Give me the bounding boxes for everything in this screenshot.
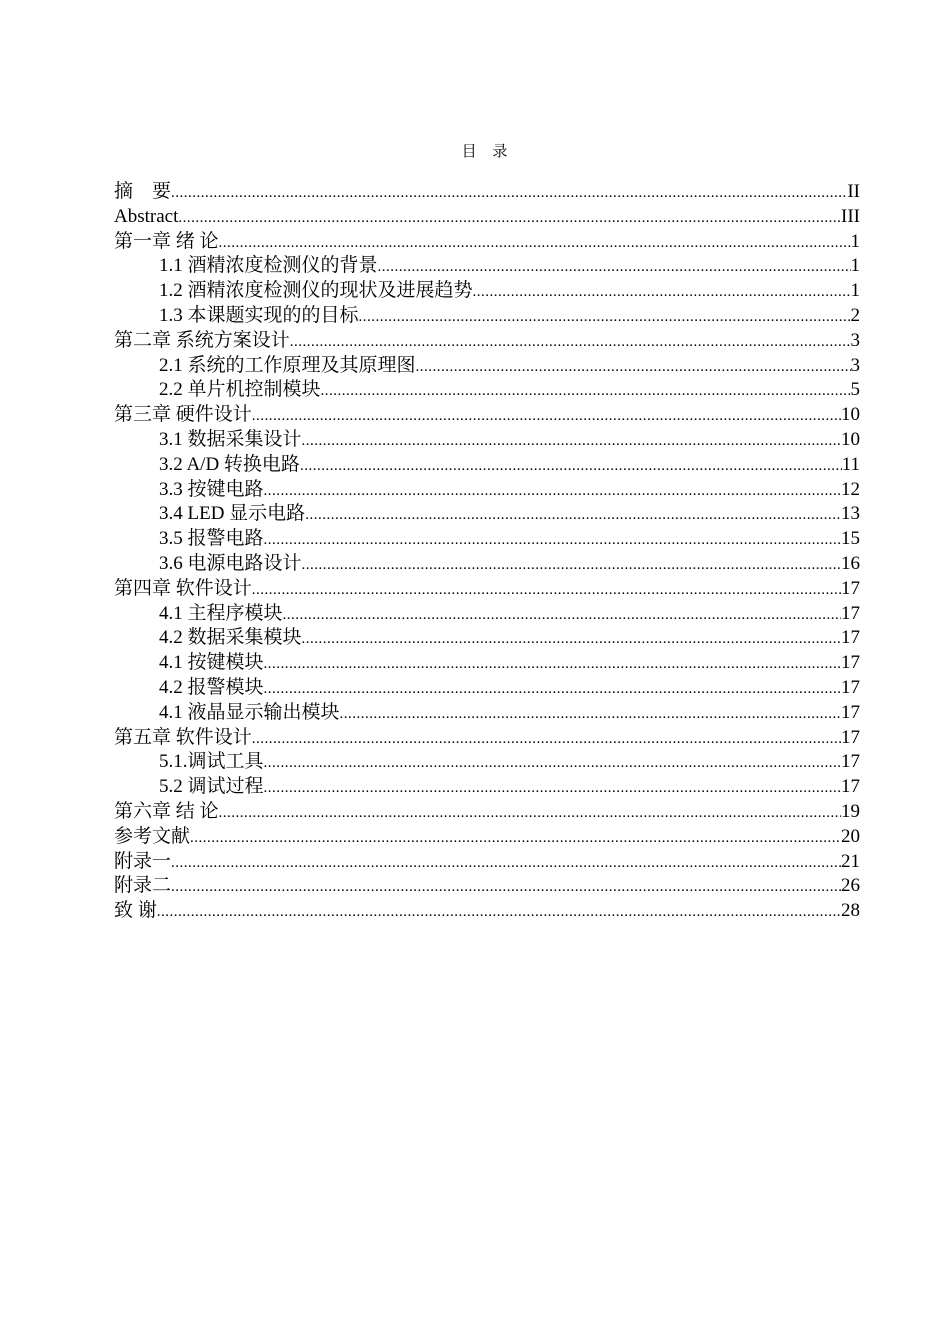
toc-entry-label: Abstract bbox=[114, 205, 179, 227]
page-title: 目 录 bbox=[461, 144, 514, 160]
toc-entry-page-number: 3 bbox=[850, 354, 860, 376]
toc-dot-leader bbox=[178, 206, 841, 230]
toc-entry-label: 3.5 报警电路 bbox=[159, 528, 264, 550]
toc-entry[interactable] bbox=[114, 279, 860, 304]
toc-dot-leader bbox=[264, 528, 841, 552]
toc-entry[interactable] bbox=[114, 502, 860, 527]
toc-entry-page-number: 13 bbox=[841, 503, 860, 525]
toc-entry-label: 3.4 LED 显示电路 bbox=[159, 503, 306, 525]
toc-entry-page-number: 11 bbox=[841, 453, 860, 475]
toc-dot-leader bbox=[290, 330, 851, 354]
toc-entry-label: 2.1 系统的工作原理及其原理图 bbox=[159, 354, 416, 376]
toc-entry[interactable] bbox=[114, 726, 860, 751]
toc-dot-leader bbox=[252, 578, 841, 602]
toc-entry[interactable] bbox=[114, 602, 860, 627]
toc-entry-label: 1.1 酒精浓度检测仪的背景 bbox=[159, 255, 378, 277]
toc-entry-label: 附录一 bbox=[114, 850, 172, 872]
toc-entry-page-number: 17 bbox=[841, 701, 860, 723]
toc-entry[interactable] bbox=[114, 552, 860, 577]
toc-entry-label: 1.3 本课题实现的的目标 bbox=[159, 304, 359, 326]
toc-entry-page-number: 15 bbox=[841, 528, 860, 550]
toc-dot-leader bbox=[264, 776, 841, 800]
toc-dot-leader bbox=[416, 355, 851, 379]
toc-dot-leader bbox=[219, 801, 841, 825]
toc-entry-label: 1.2 酒精浓度检测仪的现状及进展趋势 bbox=[159, 280, 473, 302]
toc-entry[interactable] bbox=[114, 701, 860, 726]
toc-dot-leader bbox=[305, 503, 841, 527]
toc-dot-leader bbox=[171, 875, 841, 899]
toc-entry-label: 3.6 电源电路设计 bbox=[159, 552, 302, 574]
toc-entry-page-number: II bbox=[847, 181, 860, 202]
toc-entry-label: 4.1 液晶显示输出模块 bbox=[159, 701, 340, 723]
toc-entry-label: 4.1 按键模块 bbox=[159, 652, 264, 674]
toc-dot-leader bbox=[219, 231, 851, 255]
toc-entry-page-number: 17 bbox=[841, 627, 860, 649]
toc-dot-leader bbox=[264, 479, 841, 503]
toc-entry[interactable] bbox=[114, 354, 860, 379]
toc-dot-leader bbox=[300, 454, 842, 478]
toc-entry-label: 第五章 软件设计 bbox=[114, 726, 252, 748]
toc-entry[interactable] bbox=[114, 577, 860, 602]
toc-entry-page-number: 3 bbox=[850, 329, 860, 351]
toc-entry-page-number: 5 bbox=[850, 379, 860, 401]
toc-entry[interactable] bbox=[114, 180, 860, 205]
toc-entry-page-number: 20 bbox=[841, 825, 860, 847]
toc-dot-leader bbox=[157, 900, 841, 924]
toc-entry-page-number: 21 bbox=[841, 850, 860, 872]
toc-entry-label: 参考文献 bbox=[114, 825, 191, 847]
toc-entry-label: 附录二 bbox=[114, 875, 172, 897]
toc-entry-page-number: 17 bbox=[841, 577, 860, 599]
toc-entry-label: 4.1 主程序模块 bbox=[159, 602, 283, 624]
toc-entry-label: 致 谢 bbox=[114, 900, 157, 922]
toc-dot-leader bbox=[378, 255, 851, 279]
toc-entry[interactable] bbox=[114, 676, 860, 701]
toc-entry-page-number: 12 bbox=[841, 478, 860, 500]
toc-entry[interactable] bbox=[114, 304, 860, 329]
toc-entry[interactable] bbox=[114, 478, 860, 503]
toc-dot-leader bbox=[171, 851, 841, 875]
toc-entry[interactable] bbox=[114, 750, 860, 775]
toc-entry-page-number: 1 bbox=[850, 230, 860, 252]
toc-entry-label: 4.2 数据采集模块 bbox=[159, 627, 302, 649]
toc-dot-leader bbox=[302, 627, 841, 651]
toc-entry[interactable] bbox=[114, 651, 860, 676]
table-of-contents bbox=[114, 180, 860, 924]
toc-dot-leader bbox=[252, 727, 841, 751]
toc-dot-leader bbox=[321, 379, 851, 403]
toc-dot-leader bbox=[264, 677, 841, 701]
toc-entry-page-number: 19 bbox=[841, 800, 860, 822]
toc-entry-page-number: 17 bbox=[841, 776, 860, 798]
toc-entry-page-number: 1 bbox=[850, 255, 860, 277]
toc-entry-label: 3.3 按键电路 bbox=[159, 478, 264, 500]
toc-entry-label: 第六章 结 论 bbox=[114, 800, 219, 822]
toc-entry-label: 5.1.调试工具 bbox=[159, 751, 264, 773]
toc-entry[interactable] bbox=[114, 378, 860, 403]
toc-entry[interactable] bbox=[114, 850, 860, 875]
toc-entry-page-number: 17 bbox=[841, 726, 860, 748]
toc-entry-page-number: 2 bbox=[850, 304, 860, 326]
toc-dot-leader bbox=[302, 553, 841, 577]
toc-entry[interactable] bbox=[114, 453, 860, 478]
toc-entry[interactable] bbox=[114, 329, 860, 354]
toc-entry[interactable] bbox=[114, 899, 860, 924]
toc-entry-label: 第一章 绪 论 bbox=[114, 230, 219, 252]
toc-dot-leader bbox=[252, 404, 841, 428]
toc-entry-label: 3.2 A/D 转换电路 bbox=[159, 453, 300, 475]
toc-entry[interactable] bbox=[114, 626, 860, 651]
toc-entry-label: 第二章 系统方案设计 bbox=[114, 329, 290, 351]
toc-dot-leader bbox=[283, 603, 841, 627]
toc-entry-label: 第三章 硬件设计 bbox=[114, 404, 252, 426]
toc-entry-label: 5.2 调试过程 bbox=[159, 776, 264, 798]
toc-entry-page-number: 16 bbox=[841, 552, 860, 574]
toc-entry-page-number: 28 bbox=[841, 900, 860, 922]
toc-dot-leader bbox=[340, 702, 841, 726]
toc-dot-leader bbox=[264, 751, 841, 775]
toc-entry[interactable] bbox=[114, 230, 860, 255]
toc-dot-leader bbox=[190, 826, 841, 850]
toc-entry[interactable] bbox=[114, 800, 860, 825]
toc-entry-label: 摘 要 bbox=[114, 181, 172, 202]
toc-entry-label: 2.2 单片机控制模块 bbox=[159, 379, 321, 401]
toc-entry[interactable] bbox=[114, 775, 860, 800]
toc-entry[interactable] bbox=[114, 254, 860, 279]
toc-entry[interactable] bbox=[114, 825, 860, 850]
toc-entry-label: 3.1 数据采集设计 bbox=[159, 428, 302, 450]
toc-entry-page-number: 17 bbox=[841, 602, 860, 624]
toc-entry-page-number: III bbox=[841, 205, 860, 227]
toc-dot-leader bbox=[302, 429, 841, 453]
toc-dot-leader bbox=[359, 305, 851, 329]
toc-entry-page-number: 10 bbox=[841, 428, 860, 450]
toc-entry[interactable] bbox=[114, 403, 860, 428]
toc-entry-page-number: 17 bbox=[841, 652, 860, 674]
toc-entry[interactable] bbox=[114, 205, 860, 230]
toc-entry-page-number: 17 bbox=[841, 751, 860, 773]
toc-dot-leader bbox=[171, 181, 847, 205]
toc-entry-page-number: 1 bbox=[850, 280, 860, 302]
toc-entry-page-number: 26 bbox=[841, 875, 860, 897]
toc-entry[interactable] bbox=[114, 874, 860, 899]
toc-dot-leader bbox=[473, 280, 851, 304]
toc-entry[interactable] bbox=[114, 527, 860, 552]
toc-entry-label: 第四章 软件设计 bbox=[114, 577, 252, 599]
toc-dot-leader bbox=[264, 652, 841, 676]
toc-entry-label: 4.2 报警模块 bbox=[159, 676, 264, 698]
toc-entry[interactable] bbox=[114, 428, 860, 453]
toc-entry-page-number: 10 bbox=[841, 404, 860, 426]
toc-entry-page-number: 17 bbox=[841, 676, 860, 698]
